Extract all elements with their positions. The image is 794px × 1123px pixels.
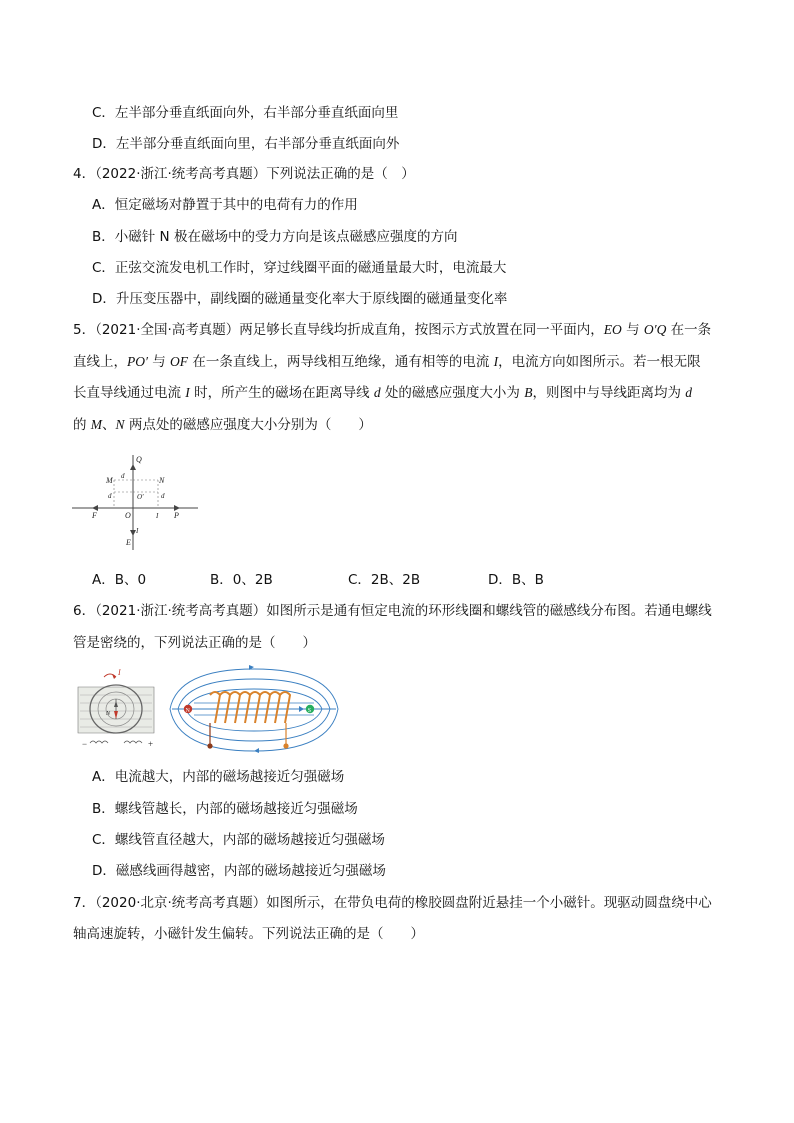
label-minus: − bbox=[82, 739, 88, 749]
label-e: E bbox=[126, 538, 131, 547]
label-d-top: d bbox=[121, 472, 125, 480]
label-q: Q bbox=[136, 455, 142, 464]
q4-option-c: C．正弦交流发电机工作时，穿过线圈平面的磁通量最大时，电流最大 bbox=[92, 260, 507, 276]
q5-option-b: B．0、2B bbox=[210, 572, 273, 588]
q3-option-d: D．左半部分垂直纸面向里，右半部分垂直纸面向外 bbox=[92, 136, 400, 152]
q6-option-c: C．螺线管直径越大，内部的磁场越接近匀强磁场 bbox=[92, 832, 385, 848]
solenoid-diagram bbox=[170, 665, 338, 753]
q6-field-figure bbox=[74, 665, 344, 755]
q5-option-a: A．B、0 bbox=[92, 572, 147, 588]
label-plus: + bbox=[148, 739, 154, 749]
q3-option-c: C．左半部分垂直纸面向外，右半部分垂直纸面向里 bbox=[92, 105, 399, 121]
q6-option-b: B．螺线管越长，内部的磁场越接近匀强磁场 bbox=[92, 801, 358, 817]
q7-stem-line1: 7．（2020·北京·统考高考真题）如图所示，在带负电荷的橡胶圆盘附近悬挂一个小磁针。现驱动圆盘绕中心 bbox=[73, 895, 712, 911]
q4-option-a: A．恒定磁场对静置于其中的电荷有力的作用 bbox=[92, 197, 358, 213]
q6-option-d: D．磁感线画得越密，内部的磁场越接近匀强磁场 bbox=[92, 863, 386, 879]
label-f: F bbox=[92, 511, 97, 520]
q6-option-a: A．电流越大，内部的磁场越接近匀强磁场 bbox=[92, 769, 345, 785]
q4-option-b: B．小磁针 N 极在磁场中的受力方向是该点磁感应强度的方向 bbox=[92, 229, 458, 245]
q5-option-c: C．2B、2B bbox=[348, 572, 421, 588]
q5-stem-line4: 的 M、N 两点处的磁感应强度大小分别为（ ） bbox=[73, 417, 372, 433]
q7-stem-line2: 轴高速旋转，小磁针发生偏转。下列说法正确的是（ ） bbox=[73, 926, 424, 942]
label-i-ring: I bbox=[118, 668, 121, 677]
label-m: M bbox=[106, 476, 113, 485]
label-o: O bbox=[125, 511, 131, 520]
label-n-ring: N bbox=[106, 711, 111, 717]
q6-stem-line1: 6．（2021·浙江·统考高考真题）如图所示是通有恒定电流的环形线圈和螺线管的磁感线分布图。若通电螺线 bbox=[73, 603, 712, 619]
label-d-left: d bbox=[108, 492, 112, 500]
label-o-prime: O′ bbox=[137, 493, 144, 501]
q5-stem-line2: 直线上，PO′ 与 OF 在一条直线上，两导线相互绝缘，通有相等的电流 I，电流方向如图所示。若一根无限 bbox=[73, 354, 701, 370]
q6-stem-line2: 管是密绕的，下列说法正确的是（ ） bbox=[73, 635, 316, 651]
q4-stem: 4．（2022·浙江·统考高考真题）下列说法正确的是（ ） bbox=[73, 166, 415, 182]
label-i-vertical: I bbox=[136, 527, 139, 535]
label-i-horizontal: I bbox=[156, 512, 159, 520]
q4-option-d: D．升压变压器中，副线圈的磁通量变化率大于原线圈的磁通量变化率 bbox=[92, 291, 508, 307]
q5-stem-line1: 5．（2021·全国·高考真题）两足够长直导线均折成直角，按图示方式放置在同一平面内，EO 与 O′Q 在一条 bbox=[73, 322, 712, 338]
q5-options bbox=[92, 571, 652, 589]
label-n: N bbox=[159, 476, 165, 485]
ring-coil-diagram bbox=[78, 668, 154, 749]
label-s-solenoid: S bbox=[307, 708, 312, 714]
label-n-solenoid: N bbox=[185, 708, 190, 714]
label-p: P bbox=[174, 511, 179, 520]
label-d-right: d bbox=[161, 492, 165, 500]
q5-wire-figure bbox=[70, 450, 200, 560]
q5-stem-line3: 长直导线通过电流 I 时，所产生的磁场在距离导线 d 处的磁感应强度大小为 B，则图中与导线距离均为 d bbox=[73, 385, 693, 401]
q5-option-d: D．B、B bbox=[488, 572, 544, 588]
